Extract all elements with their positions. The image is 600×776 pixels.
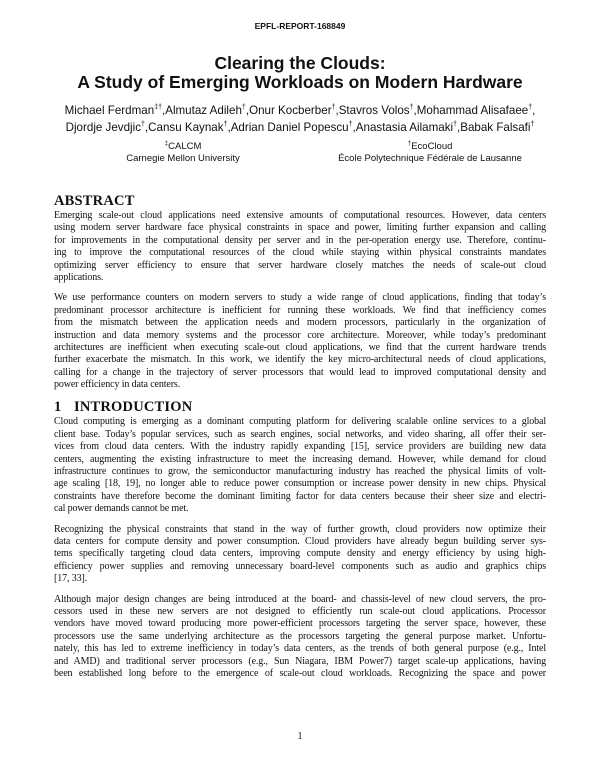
text-line: client base. Today’s popular services, such as search engines, social networks, and video sharing, all offer their ser- bbox=[54, 428, 546, 440]
affiliation-group: EcoCloud bbox=[411, 141, 453, 152]
title-line-2: A Study of Emerging Workloads on Modern Hardware bbox=[77, 72, 523, 92]
author-name: Anastasia Ailamaki bbox=[355, 121, 454, 134]
text-line: We use performance counters on modern servers to study a wide range of cloud applications, finding that today’s bbox=[54, 292, 546, 304]
affiliation-group: CALCM bbox=[168, 141, 202, 152]
text-line: vices from cloud data centers. With the industry rapidly expanding [15], service providers are building new data bbox=[54, 441, 546, 453]
text-line: architectures are inefficient when executing scale-out cloud applications, we find that the current hardware trends bbox=[54, 341, 546, 353]
paper-title bbox=[0, 54, 600, 92]
author-name: Onur Kocberber bbox=[249, 104, 332, 117]
text-line: optimizing server efficiency to ensure that server hardware closely matches the needs of scale-out cloud bbox=[54, 259, 546, 271]
text-line: [17, 33]. bbox=[54, 573, 88, 585]
text-line: power efficiency in data centers. bbox=[54, 379, 181, 391]
text-line: using modern server hardware face physical constraints in space and power, limiting further expansion and calling bbox=[54, 222, 546, 234]
text-line: constraints have therefore become the dominant limiting factor for data centers because their sheer size and electri- bbox=[54, 490, 546, 502]
author-affiliation-mark: † bbox=[530, 121, 535, 128]
text-line: instruction and data memory systems and the processor core architecture. Moreover, while today’s predominant bbox=[54, 329, 546, 341]
introduction-section bbox=[54, 416, 546, 680]
title-line-1: Clearing the Clouds: bbox=[214, 53, 386, 73]
text-line: further exacerbate the mismatch. In this work, we identify the key micro-architectural needs of cloud applications, bbox=[54, 354, 546, 366]
text-line: processors use the same underlying architecture as the processors targeting the general purpose market. Unfortu- bbox=[54, 630, 546, 642]
text-line: been established long before to the emergence of scale-out cloud workloads. Recognizing the space and power bbox=[54, 667, 546, 679]
author-list: Michael Ferdman‡†,Almutaz Adileh†,Onur Kocberber†,Stavros Volos†,Mohammad Alisafaee†, Djordje Jevdjic†,Cansu Kaynak†,Adrian Daniel Popescu†,Anastasia Ailamaki†,Babak Falsafi† bbox=[64, 104, 536, 134]
text-line: nately, this has led to extreme inefficiency in today’s data centers, as the trends of both general purpose (e.g., Intel bbox=[54, 643, 546, 655]
text-line: Cloud computing is emerging as a dominant computing platform for delivering scalable online services to a global bbox=[54, 416, 546, 428]
affiliation-cmu bbox=[53, 141, 313, 165]
text-line: tems specifically targeting cloud data centers, improving compute density and energy efficiency by using high- bbox=[54, 548, 546, 560]
text-line: ing to improve the computational resources of the cloud while staying within physical constraints mandates bbox=[54, 247, 546, 259]
section-title: INTRODUCTION bbox=[74, 399, 193, 416]
author-name: Michael Ferdman bbox=[64, 104, 155, 117]
paragraph bbox=[54, 292, 546, 391]
author-name: Almutaz Adileh bbox=[165, 104, 242, 117]
affiliation-epfl bbox=[300, 141, 560, 165]
author-affiliation-mark: † bbox=[241, 104, 246, 111]
author-name: Adrian Daniel Popescu bbox=[230, 121, 349, 134]
author-name: Stavros Volos bbox=[338, 104, 410, 117]
author-name: Babak Falsafi bbox=[460, 121, 531, 134]
paper-body bbox=[54, 193, 546, 688]
text-line: predominant processor architecture is inefficient for running these workloads. We find that inefficiency comes bbox=[54, 304, 546, 316]
text-line: from the mismatch between the application needs and modern processors, particularly in the organization of bbox=[54, 317, 546, 329]
report-id: EPFL-REPORT-168849 bbox=[254, 21, 346, 31]
text-line: data centers for compute density and power consumption. Cloud providers have already begun building server sys- bbox=[54, 535, 546, 547]
introduction-heading bbox=[54, 399, 546, 415]
author-name: Cansu Kaynak bbox=[148, 121, 224, 134]
author-affiliation-mark: † bbox=[453, 121, 457, 128]
paragraph bbox=[54, 416, 546, 515]
affiliation-institution: École Polytechnique Fédérale de Lausanne bbox=[338, 153, 522, 164]
author-affiliation-mark: † bbox=[528, 104, 533, 111]
author-affiliation-mark: † bbox=[409, 104, 414, 111]
page-number: 1 bbox=[297, 731, 303, 742]
text-line: and AMD) and traditional server processors (e.g., Sun Niagara, IBM Power7) target scale-up applications, having bbox=[54, 655, 546, 667]
text-line: vendors have moved toward producing more power-efficient processors targeting the server space, however, these bbox=[54, 618, 546, 630]
author-affiliation-mark: ‡† bbox=[154, 104, 162, 111]
text-line: Although major design changes are being introduced at the board- and chassis-level of new cloud servers, the pro- bbox=[54, 593, 546, 605]
text-line: age scaling [18, 19], no longer able to reduce power consumption or increase power density in new chips. Physical bbox=[54, 478, 546, 490]
abstract-heading: ABSTRACT bbox=[54, 193, 135, 209]
abstract-section bbox=[54, 210, 546, 391]
affiliation-mark: ‡ bbox=[164, 140, 169, 147]
text-line: Emerging scale-out cloud applications need extensive amounts of computational resources. However, data centers bbox=[54, 210, 546, 221]
author-affiliation-mark: † bbox=[223, 121, 228, 128]
paragraph bbox=[54, 210, 546, 284]
author-name: Mohammad Alisafaee bbox=[416, 104, 529, 117]
text-line: cessors used in these new servers are not designed to efficiently run scale-out cloud applications. Processor bbox=[54, 605, 546, 617]
text-line: centers, augmenting the existing infrastructure to meet the increasing demand. However, while demand for cloud bbox=[54, 453, 546, 465]
author-name: Djordje Jevdjic bbox=[65, 121, 141, 134]
text-line: cal power demands cannot be met. bbox=[54, 503, 189, 515]
author-affiliation-mark: † bbox=[331, 104, 336, 111]
affiliation-institution: Carnegie Mellon University bbox=[126, 153, 240, 164]
text-line: for improvements in the computational density per server and in the per-operation energy use. Therefore, continu- bbox=[54, 234, 546, 246]
author-affiliation-mark: † bbox=[348, 121, 353, 128]
section-number: 1 bbox=[54, 399, 62, 416]
text-line: applications. bbox=[54, 271, 104, 283]
text-line: efficiency power supplies and removing unnecessary board-level components such as audio and graphics chips bbox=[54, 560, 546, 572]
paragraph bbox=[54, 594, 546, 681]
text-line: Recognizing the physical constraints that stand in the way of further growth, cloud providers now optimize their bbox=[54, 523, 546, 535]
author-affiliation-mark: † bbox=[141, 121, 145, 128]
affiliation-mark: † bbox=[407, 140, 412, 147]
text-line: calling for a change in the trajectory of server processors that would lead to improved computational density and bbox=[54, 366, 546, 378]
paragraph bbox=[54, 524, 546, 586]
text-line: infrastructure continues to grow, the semiconductor manufacturing industry has reached the physical limits of volt- bbox=[54, 466, 546, 478]
